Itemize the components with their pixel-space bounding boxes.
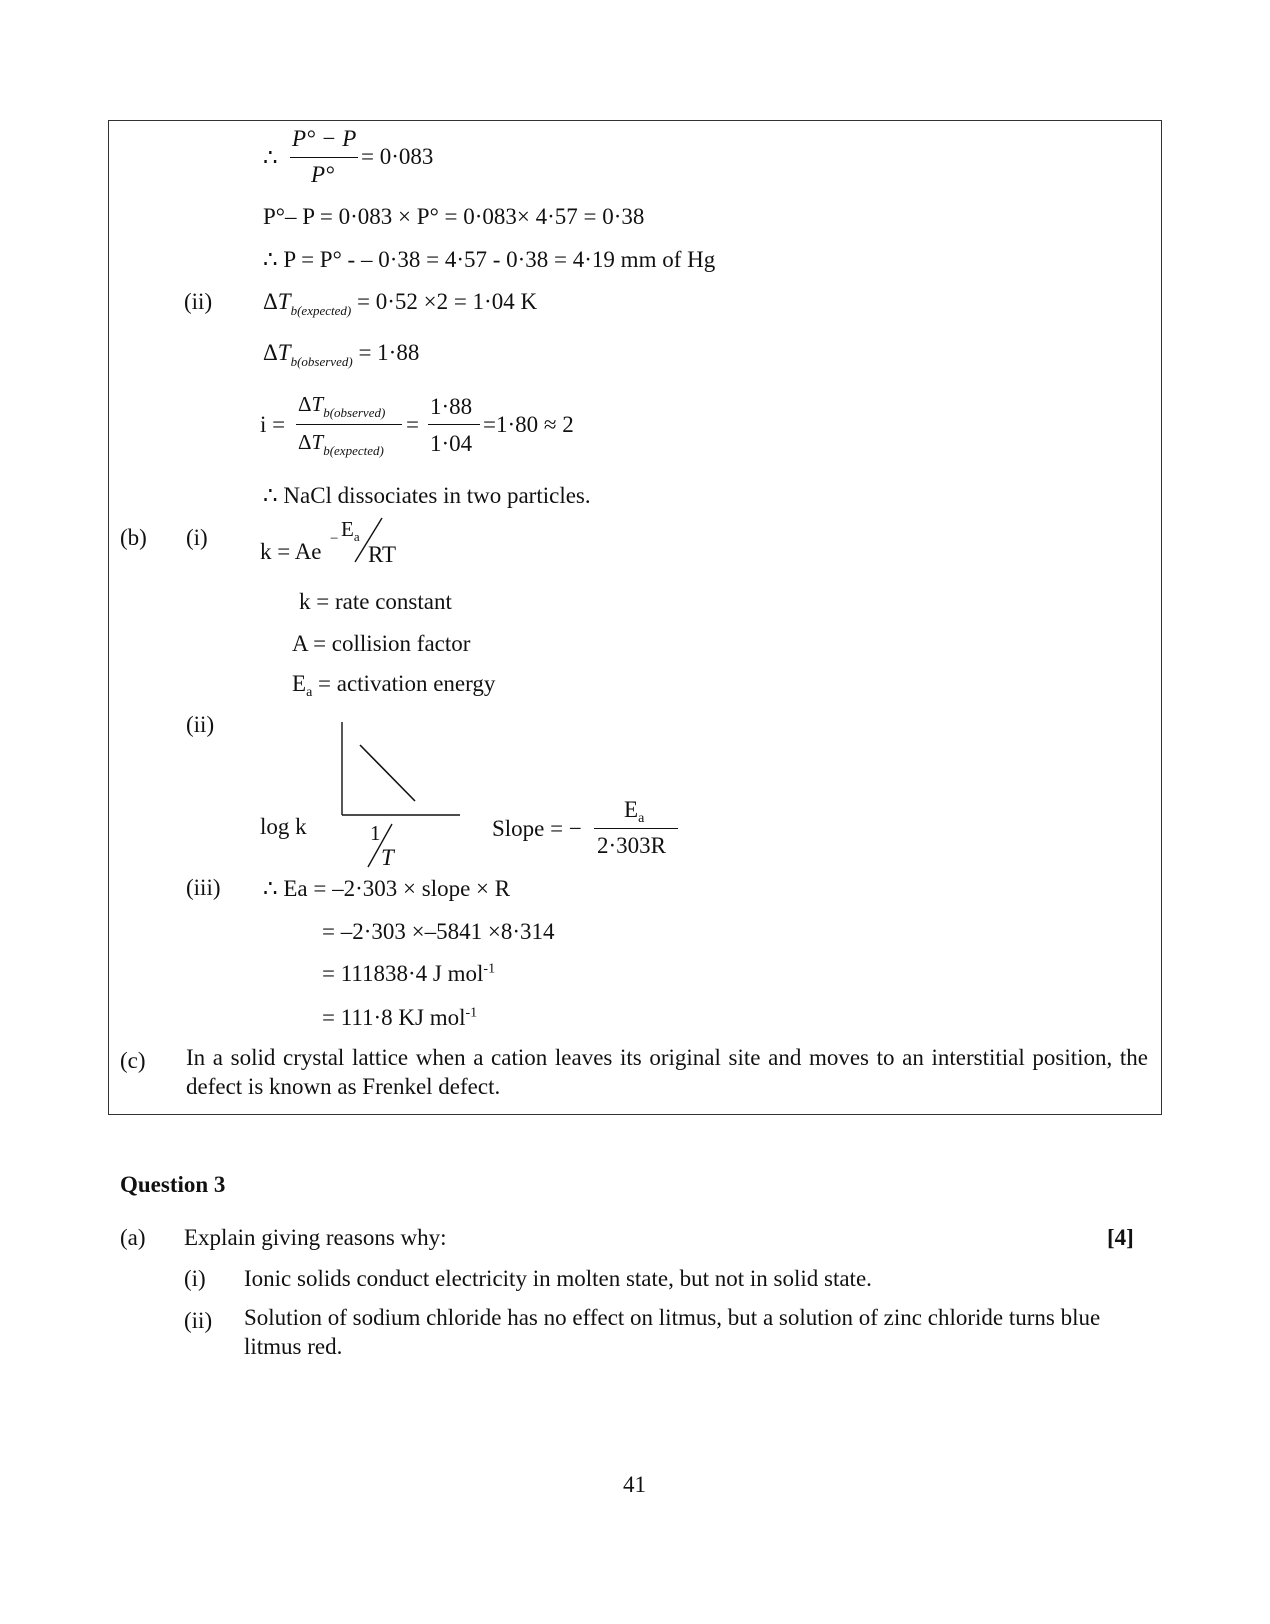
part-a-ii-label: (ii) (184, 289, 213, 314)
delta-tb-expected-subscript: b(expected) (290, 303, 352, 318)
slope-numerator (624, 797, 645, 826)
q3-part-a-label: (a) (120, 1225, 146, 1250)
vant-hoff-result: =1·80 ≈ 2 (483, 412, 574, 437)
equals-sign: = (406, 412, 419, 437)
arrhenius-minus: − (330, 531, 339, 547)
fraction-bar (290, 157, 358, 158)
slope-denominator: 2·303R (597, 833, 666, 858)
dissociation-conclusion: ∴ NaCl dissociates in two particles. (263, 483, 591, 508)
frenkel-defect-text: In a solid crystal lattice when a cation leaves its original site and moves to an interstitial position, the defect is known as Frenkel defect. (186, 1045, 1148, 1099)
part-b-ii-label: (ii) (186, 712, 215, 737)
delta-tb-observed: $\Delta T_{b(observed)} = 1\cdot 88$ (263, 340, 420, 369)
fraction-denominator: P° (311, 162, 335, 187)
definition-ea-text: = activation energy (312, 671, 496, 696)
activation-energy-step1: = –2·303 ×–5841 ×8·314 (322, 919, 555, 944)
part-c-label: (c) (120, 1048, 146, 1073)
q3-ii-label: (ii) (184, 1308, 213, 1333)
vapour-pressure-line: P°– P = 0·083 × P° = 0·083× 4·57 = 0·38 (263, 204, 645, 229)
activation-energy-step2-exp: -1 (483, 961, 496, 977)
definition-ea (292, 671, 496, 700)
graph-x-label-num: 1 (370, 821, 381, 845)
definition-k: k = rate constant (299, 589, 452, 614)
activation-energy-formula: ∴ Ea = –2·303 × slope × R (263, 876, 511, 901)
activation-energy-step2 (322, 962, 495, 985)
arrhenius-rt: RT (368, 542, 397, 567)
graph-x-label-den: T (381, 845, 394, 870)
value-numerator: 1·88 (430, 394, 473, 419)
q3-i-label: (i) (184, 1266, 206, 1291)
page-number: 41 (623, 1472, 646, 1497)
delta-tb-expected-value: = 0·52 ×2 = 1·04 K (356, 289, 538, 314)
arrhenius-ea-subscript: a (353, 529, 360, 544)
arrhenius-prefix: k = Ae (260, 539, 322, 564)
vant-hoff-den-sub: b(expected) (323, 443, 384, 458)
definition-ea-letter: E (292, 671, 307, 696)
activation-energy-result-exp: -1 (465, 1005, 478, 1021)
definition-a: A = collision factor (292, 631, 471, 656)
vant-hoff-den: $\Delta T_{b(expected)}$ (298, 430, 384, 458)
vant-hoff-prefix: i = (260, 412, 286, 437)
slope-numerator-subscript: a (638, 811, 645, 826)
slope-prefix: Slope = − (492, 816, 582, 841)
q3-i-text: Ionic solids conduct electricity in molten state, but not in solid state. (244, 1266, 872, 1291)
fraction-numerator: P° − P (292, 126, 357, 151)
value-bar (428, 424, 480, 425)
therefore-symbol: ∴ (263, 145, 278, 170)
activation-energy-step2-text: = 111838·4 J mol (322, 961, 484, 986)
activation-energy-result-text: = 111·8 KJ mol (322, 1005, 466, 1030)
vant-hoff-num: $\Delta T_{b(observed)}$ (298, 392, 386, 420)
fraction-result: = 0·083 (361, 144, 434, 169)
vant-hoff-num-sub: b(observed) (323, 405, 386, 420)
q3-part-a-text: Explain giving reasons why: (184, 1225, 447, 1250)
question-heading: Question 3 (120, 1172, 226, 1197)
definition-ea-subscript: a (306, 685, 313, 700)
log-k-vs-inverse-t-graph (338, 718, 464, 818)
part-b-label: (b) (120, 525, 147, 550)
part-b-i-label: (i) (186, 525, 208, 550)
delta-tb-expected: $\Delta T_{b(expected)} = 0\cdot 52 \times 2 = 1\cdot 04$ K (263, 289, 538, 318)
delta-tb-observed-subscript: b(observed) (290, 354, 353, 369)
slope-fraction-bar (594, 828, 678, 829)
value-denominator: 1·04 (430, 431, 473, 456)
marks-badge: [4] (1107, 1225, 1134, 1250)
delta-tb-observed-value: = 1·88 (358, 340, 420, 365)
q3-ii-text: Solution of sodium chloride has no effect on litmus, but a solution of zinc chloride turns blue litmus red. (244, 1305, 1101, 1359)
arrhenius-ea-letter: E (341, 517, 354, 541)
graph-y-label: log k (260, 814, 307, 839)
part-b-iii-label: (iii) (186, 875, 221, 900)
vant-hoff-bar (296, 424, 402, 425)
activation-energy-result (322, 1006, 477, 1029)
slope-numerator-letter: E (624, 797, 639, 822)
graph-line (360, 745, 415, 801)
pressure-result-line: ∴ P = P° - – 0·38 = 4·57 - 0·38 = 4·19 mm of Hg (263, 247, 716, 272)
